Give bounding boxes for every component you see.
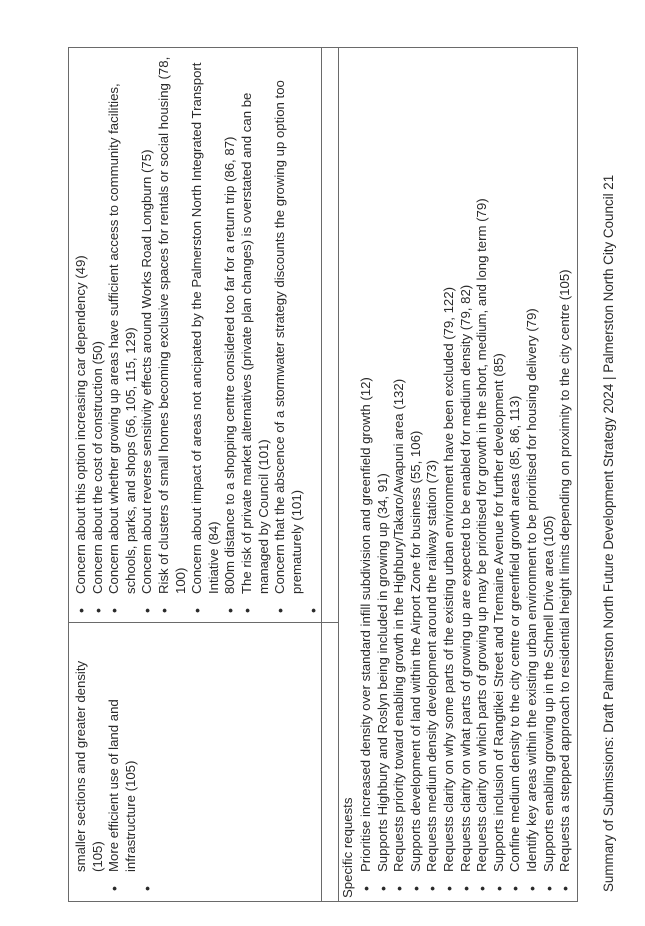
list-item: • Requests a stepped approach to residential height limits depending on proximity to the city centre (105) bbox=[557, 54, 574, 898]
list-item: • Concern about whether growing up areas have sufficient access to community facilities, schools, parks, and shops (56, 105, 115, 129) bbox=[106, 54, 139, 620]
specific-requests-heading: Specific requests bbox=[340, 797, 355, 898]
submissions-table bbox=[68, 47, 578, 902]
list-item: smaller sections and greater density (105) bbox=[73, 660, 105, 872]
list-item: • Requests medium density development around the railway station (73) bbox=[424, 54, 441, 898]
list-item: • Supports Highbury and Roslyn being included in growing up (34, 91) bbox=[375, 54, 392, 898]
list-item: • Concern that the abscence of a stormwater strategy discounts the growing up option too prematurely (101) bbox=[272, 54, 305, 620]
list-item bbox=[139, 636, 156, 898]
list-item: • Requests clarity on what parts of growing up are expected to be enabled for medium density (79, 82) bbox=[458, 54, 475, 898]
specific-requests-row bbox=[339, 48, 577, 901]
list-item bbox=[305, 54, 322, 620]
specific-requests-list bbox=[358, 54, 574, 898]
list-item: • Requests priority toward enabling growth in the Highbury/Takaro/Awapuni area (132) bbox=[391, 54, 408, 898]
list-item: • Supports enabling growing up in the Schnell Drive area (105) bbox=[541, 54, 558, 898]
concerns-column bbox=[69, 48, 321, 623]
list-item: • 800m distance to a shopping centre considered too far for a return trip (86, 87) bbox=[222, 54, 239, 620]
column-divider bbox=[321, 622, 338, 623]
table-row-top bbox=[69, 48, 322, 901]
list-item: • Risk of clusters of small homes becoming exclusive spaces for rentals or social housing (78, 100) bbox=[156, 54, 189, 620]
list-item: • Supports inclusion of Rangtikei Street and Tremaine Avenue for further development (85) bbox=[491, 54, 508, 898]
list-item: • Identify key areas within the existing urban environment to be prioritised for housing delivery (79) bbox=[524, 54, 541, 898]
list-item: • Concern about the cost of construction (50) bbox=[90, 54, 107, 620]
left-list bbox=[73, 636, 156, 898]
list-item: • More efficient use of land and infrastructure (105) bbox=[106, 636, 139, 898]
list-item: • Concern about reverse sensitivity effects around Works Road Longburn (75) bbox=[139, 54, 156, 620]
list-item: • Requests clarity on why some parts of the existing urban environment have been excluded (79, 122) bbox=[441, 54, 458, 898]
list-item: • Prioritise increased density over standard infill subdivision and greenfield growth (12) bbox=[358, 54, 375, 898]
list-item: • Concern about this option increasing car dependency (49) bbox=[73, 54, 90, 620]
advantages-column bbox=[69, 623, 321, 901]
list-item: • The risk of private market alternatives (private plan changes) is overstated and can be managed by Council (101) bbox=[239, 54, 272, 620]
list-item: • Confine medium density to the city centre or greenfield growth areas (85, 86, 113) bbox=[507, 54, 524, 898]
concerns-list bbox=[73, 54, 322, 620]
list-item: • Supports development of land within the Airport Zone for business (55, 106) bbox=[408, 54, 425, 898]
table-spacer-row bbox=[321, 48, 339, 901]
page-footer: Summary of Submissions: Draft Palmerston North Future Development Strategy 2024 | Palmerston North City Council 21 bbox=[601, 174, 616, 892]
list-item: • Concern about impact of areas not ancipated by the Palmerston North Integrated Transport Intiative (84) bbox=[189, 54, 222, 620]
list-item: • Requests clarity on which parts of growing up may be prioritised for growth in the short, medium, and long term (79) bbox=[474, 54, 491, 898]
